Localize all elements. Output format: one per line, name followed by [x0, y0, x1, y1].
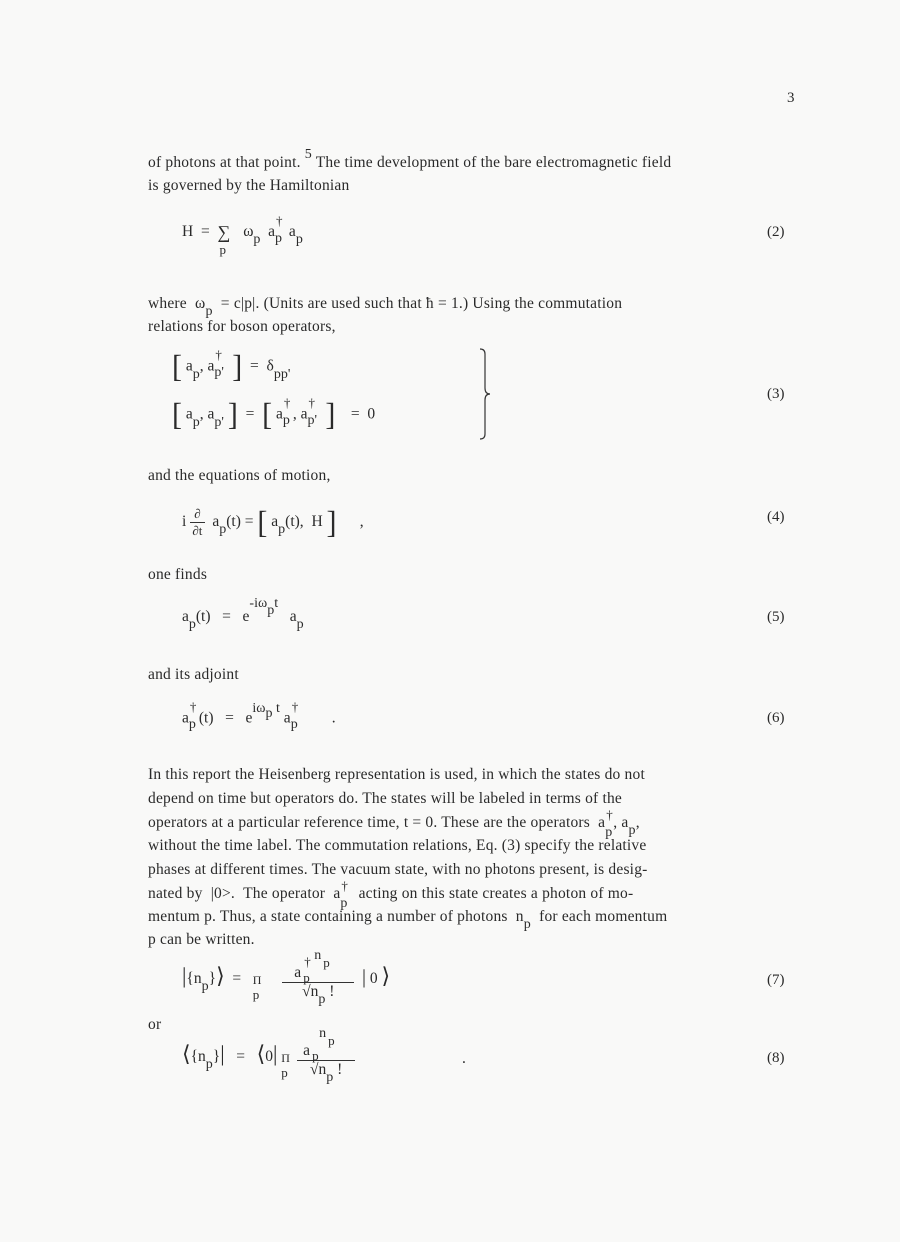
paragraph-1-line-2: is governed by the Hamiltonian [148, 177, 350, 194]
time-arg: (t) [226, 513, 241, 531]
zero: 0 [367, 405, 376, 423]
equation-number: (7) [767, 972, 785, 988]
set-right-brace: } [208, 970, 217, 988]
symbol-H: H [311, 513, 323, 531]
time-arg: (t), [285, 513, 304, 531]
denominator [297, 1061, 355, 1085]
right-bracket: ] [325, 397, 336, 432]
operator-a: a [212, 513, 220, 531]
right-bracket: ] [326, 504, 337, 540]
exponent [249, 596, 279, 618]
equation-number: (2) [767, 224, 785, 240]
operator-a: a [598, 814, 606, 831]
text-span: operators at a particular reference time, t = 0. These are the operators [148, 814, 591, 831]
period: . [462, 1050, 466, 1067]
right-brace-icon [478, 348, 494, 440]
dagger: † [341, 878, 349, 894]
equals: = [236, 1048, 246, 1066]
symbol-H: H [182, 223, 194, 241]
numerator [282, 948, 354, 985]
equation-number: (5) [767, 609, 785, 625]
subscript: p [605, 825, 613, 841]
comma: , [199, 357, 204, 375]
equals: = [350, 405, 360, 423]
paragraph-3: and the equations of motion, [148, 467, 331, 484]
equals: = [232, 970, 242, 988]
left-bracket: [ [172, 349, 182, 384]
symbol-n: n [515, 908, 524, 925]
omega: ω [243, 223, 254, 241]
subscript: p [318, 992, 326, 1007]
set-left-brace: { [186, 970, 194, 988]
ket-angle: ⟩ [381, 963, 391, 989]
subscript: p [295, 232, 303, 248]
comma: , [635, 814, 640, 831]
denominator [282, 983, 354, 1007]
paragraph-6-line-2: depend on time but operators do. The states will be labeled in terms of the [148, 790, 622, 807]
equals: = [200, 223, 210, 241]
dagger: † [215, 347, 222, 362]
text-span: nated by [148, 885, 203, 902]
exponent-text: -iω [249, 596, 268, 611]
dagger: † [283, 395, 291, 410]
dagger-sub [188, 699, 199, 732]
footnote-marker: 5 [304, 147, 312, 162]
dagger: † [276, 212, 283, 228]
hbar-symbol: ħ [425, 295, 434, 312]
paragraph-6-line-1: In this report the Heisenberg representation is used, in which the states do not [148, 766, 645, 783]
comma: , [199, 405, 204, 423]
subscript: p [253, 232, 261, 248]
subscript: p [282, 413, 290, 428]
subscript: p [219, 522, 227, 538]
operator-a: a [303, 1042, 311, 1059]
sqrt-icon: √ [302, 983, 311, 1000]
right-bracket: ] [227, 397, 238, 432]
operator-a: a [182, 709, 189, 727]
period: . [331, 709, 336, 727]
page-number: 3 [787, 90, 795, 106]
equation-7 [182, 948, 391, 1007]
subscript: p [205, 1057, 213, 1073]
text-span: where [148, 295, 187, 312]
product-operator [281, 1049, 293, 1080]
symbol-n: n [318, 1061, 327, 1078]
vacuum-ket: |0> [210, 885, 231, 902]
equation-8 [182, 1026, 466, 1085]
sum-operator [217, 222, 235, 257]
equation-5 [182, 596, 304, 632]
operator-a: a [283, 709, 291, 727]
subscript: p [326, 1070, 334, 1085]
paragraph-1-line-1 [148, 147, 808, 175]
dagger-sub [282, 395, 293, 428]
operator-a: a [333, 885, 341, 902]
fraction [282, 948, 354, 1007]
sum-icon: ∑ [217, 222, 231, 242]
subscript: p [296, 617, 304, 632]
dagger-sub [214, 347, 228, 380]
symbol-n: n [193, 970, 202, 988]
exponential-e: e [245, 709, 253, 727]
exponent-text: iω [252, 700, 266, 716]
dagger-sub [307, 395, 321, 428]
paragraph-6-line-6 [148, 878, 808, 912]
sum-index: p [219, 242, 226, 257]
subscript: p [188, 717, 196, 732]
exponent-sub: p [323, 955, 330, 970]
operator-a: a [275, 405, 283, 423]
text-span: for each momentum [539, 908, 668, 925]
subscript: p [265, 705, 273, 721]
equation-3-line-1 [172, 347, 291, 384]
subscript: p [628, 823, 636, 838]
operator-a: a [289, 608, 297, 625]
product-icon: Π [252, 972, 262, 987]
equation-6 [182, 699, 336, 732]
paragraph-6-line-7 [148, 905, 808, 932]
imaginary-i: i [182, 513, 187, 531]
numerator [297, 1026, 355, 1063]
zero: 0 [265, 1048, 273, 1066]
comma: , [613, 814, 618, 831]
equation-number: (4) [767, 509, 785, 525]
exponent-t: t [274, 596, 279, 611]
exponent-sub: p [328, 1033, 335, 1048]
paragraph-6-line-5: phases at different times. The vacuum state, with no photons present, is desig- [148, 861, 648, 878]
product-index: p [281, 1064, 288, 1080]
fraction [297, 1026, 355, 1085]
dagger: † [304, 954, 311, 969]
subscript: p [188, 617, 196, 632]
equals: = [225, 709, 234, 727]
operator-a: a [185, 357, 193, 375]
paragraph-4: one finds [148, 566, 208, 583]
operator-a: a [268, 223, 276, 241]
subscript: p [192, 414, 200, 430]
subscript: p [201, 979, 209, 995]
paragraph-6-line-3 [148, 807, 808, 841]
operator-a: a [288, 223, 296, 241]
product-icon: Π [281, 1050, 290, 1065]
exponent [252, 700, 280, 721]
subscript: p' [307, 413, 317, 428]
symbol-n: n [198, 1048, 206, 1066]
subscript: p' [214, 414, 224, 430]
subscript: pp' [273, 366, 291, 382]
text-span: acting on this state creates a photon of mo- [358, 885, 634, 902]
left-bracket: [ [262, 397, 273, 432]
left-bracket: [ [257, 504, 268, 540]
equation-3-line-2 [172, 395, 376, 432]
subscript: p [267, 603, 275, 618]
exponential-e: e [242, 608, 250, 625]
equation-2 [182, 212, 303, 257]
operator-a: a [294, 964, 302, 981]
operator-a: a [185, 405, 193, 423]
equals: = [250, 357, 259, 375]
denominator: ∂t [192, 523, 203, 538]
omega: ω [195, 295, 206, 312]
equation-number: (8) [767, 1050, 785, 1066]
bra-angle: ⟨ [256, 1041, 266, 1067]
paragraph-5: and its adjoint [148, 666, 239, 683]
subscript: p [192, 366, 200, 382]
equals: = [222, 608, 231, 625]
subscript: p [340, 896, 348, 912]
text-span: mentum p. Thus, a state containing a number of photons [148, 908, 508, 925]
dagger-sub [340, 878, 350, 912]
delta: δ [266, 357, 274, 375]
paragraph-2-line-2: relations for boson operators, [148, 318, 336, 335]
zero: 0 [369, 970, 378, 988]
operator-a: a [271, 513, 279, 531]
partial-derivative [190, 506, 204, 539]
dagger: † [291, 699, 299, 714]
numerator: ∂ [194, 506, 201, 521]
left-bracket: [ [172, 397, 182, 432]
comma: , [359, 513, 364, 531]
equation-number: (3) [767, 386, 785, 402]
factorial: ! [329, 983, 335, 1000]
symbol-n: n [310, 983, 319, 1000]
exponent-t: t [276, 700, 280, 716]
factorial: ! [337, 1061, 343, 1078]
operator-a: a [207, 405, 215, 423]
dagger-sub [290, 699, 301, 732]
bra-bar: | [273, 1041, 278, 1067]
operator-a: a [621, 814, 629, 831]
period: . [230, 885, 235, 902]
product-operator [252, 971, 267, 1002]
operator-a: a [207, 357, 215, 375]
paragraph-7: or [148, 1016, 162, 1033]
paragraph-6-line-8: p can be written. [148, 931, 255, 948]
equation-4 [182, 506, 364, 539]
sqrt-icon: √ [310, 1061, 319, 1078]
set-left-brace: { [190, 1048, 199, 1066]
text-span: of photons at that point. [148, 154, 301, 171]
text-span: = c|p|. (Units are used such that [220, 295, 422, 312]
text-span: = 1.) Using the commutation [437, 295, 623, 312]
equals: = [245, 405, 255, 423]
ket-angle: ⟩ [216, 963, 225, 989]
ket-bar: | [182, 963, 187, 989]
dagger: † [606, 807, 613, 823]
paragraph-2-line-1 [148, 292, 808, 319]
time-arg: (t) [198, 709, 214, 727]
text-span: The operator [243, 885, 326, 902]
operator-a: a [300, 405, 308, 423]
bra-angle: ⟨ [182, 1041, 191, 1067]
right-bracket: ] [232, 349, 243, 384]
dagger: † [308, 395, 315, 410]
subscript: p [275, 230, 283, 246]
product-index: p [252, 986, 260, 1002]
subscript: p [205, 304, 213, 319]
paragraph-6-line-4: without the time label. The commutation relations, Eq. (3) specify the relative [148, 837, 647, 854]
exponent-n: n [319, 1026, 327, 1041]
subscript: p [523, 917, 531, 932]
text-span: The time development of the bare electromagnetic field [315, 154, 672, 171]
subscript: p [290, 717, 298, 732]
dagger-sub [605, 807, 613, 841]
equation-number: (6) [767, 710, 785, 726]
time-arg: (t) [195, 608, 211, 625]
subscript: p [303, 970, 310, 985]
comma: , [292, 405, 297, 423]
exponent-n: n [314, 948, 322, 963]
bra-bar: | [220, 1041, 225, 1067]
subscript: p' [214, 365, 224, 380]
operator-a: a [182, 608, 189, 625]
dagger: † [189, 699, 197, 714]
subscript: p [278, 522, 286, 538]
set-right-brace: } [212, 1048, 221, 1066]
dagger-sub [275, 212, 285, 246]
ket-bar: | [362, 966, 367, 989]
subscript: p [312, 1048, 319, 1063]
equals: = [244, 513, 254, 531]
